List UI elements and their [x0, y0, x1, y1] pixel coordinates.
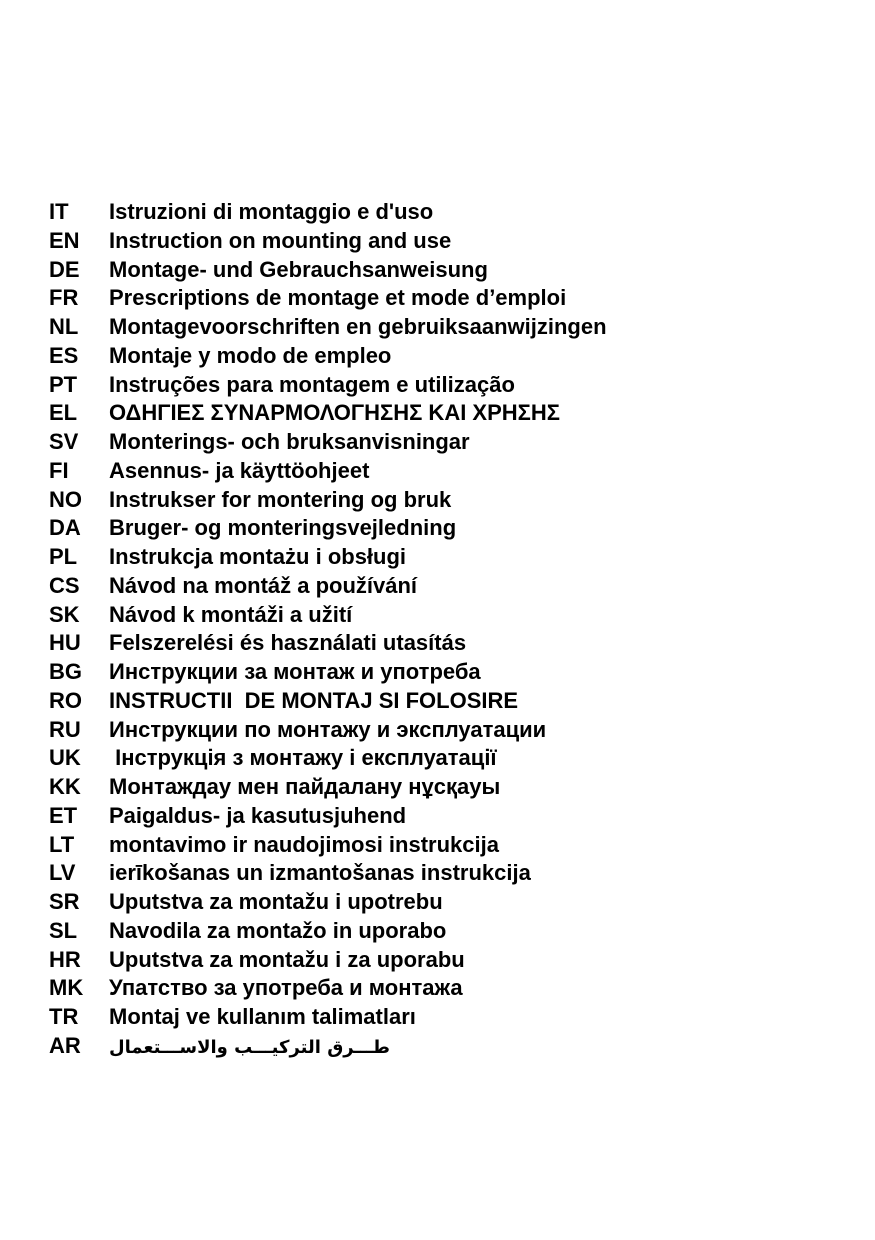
language-row-lv [49, 859, 607, 888]
language-title: Инструкции по монтажу и эксплуатации [109, 716, 547, 742]
language-code: PT [49, 371, 78, 397]
language-code: DA [49, 515, 81, 541]
language-row-da [49, 514, 607, 543]
language-code: TR [49, 1004, 79, 1029]
language-code: BG [49, 659, 82, 684]
language-row-it [49, 198, 607, 227]
language-row-uk [49, 744, 607, 773]
language-row-sr [49, 888, 607, 917]
language-row-nl [49, 313, 607, 342]
language-title: Інструкція з монтажу і експлуатації [109, 745, 497, 771]
language-title: Montaj ve kullanım talimatları [109, 1004, 416, 1029]
language-code: MK [49, 975, 84, 1001]
language-title: Návod na montáž a používání [109, 572, 418, 598]
language-row-et [49, 802, 607, 831]
language-code: RO [49, 687, 82, 713]
language-title: Монтаждау мен пайдалану нұсқауы [109, 774, 501, 799]
language-row-pl [49, 543, 607, 572]
language-row-fi [49, 457, 607, 486]
language-row-lt [49, 831, 607, 860]
language-title: montavimo ir naudojimosi instrukcija [109, 831, 499, 857]
language-title: Felszerelési és használati utasítás [109, 630, 467, 656]
language-code: NO [49, 486, 82, 512]
language-row-cs [49, 572, 607, 601]
language-code: LT [49, 831, 75, 857]
language-title: ierīkošanas un izmantošanas instrukcija [109, 860, 531, 886]
language-row-sl [49, 917, 607, 946]
language-code: NL [49, 314, 79, 339]
language-code: EL [49, 400, 78, 426]
language-code: HR [49, 946, 81, 972]
language-row-ar [49, 1032, 607, 1061]
language-code: ES [49, 342, 79, 368]
language-code: SV [49, 429, 79, 454]
language-title: Инструкции за монтаж и употреба [109, 659, 481, 684]
language-row-no [49, 486, 607, 515]
language-title: ΟΔΗΓΙΕΣ ΣΥΝΑΡΜΟΛΟΓΗΣΗΣ ΚΑΙ ΧΡΗΣΗΣ [109, 400, 560, 426]
language-title: Bruger- og monteringsvejledning [109, 515, 457, 541]
language-row-hu [49, 629, 607, 658]
language-title: Istruzioni di montaggio e d'uso [109, 199, 434, 224]
language-row-fr [49, 284, 607, 313]
language-code: PL [49, 544, 78, 569]
language-title: Návod k montáži a užití [109, 601, 353, 627]
language-title: Instruction on mounting and use [109, 227, 452, 253]
language-title: Montaje y modo de empleo [109, 342, 392, 368]
language-row-es [49, 342, 607, 371]
language-row-kk [49, 773, 607, 802]
language-title: Monterings- och bruksanvisningar [109, 429, 470, 454]
language-code: SR [49, 889, 80, 914]
language-title: Paigaldus- ja kasutusjuhend [109, 802, 407, 828]
language-row-tr [49, 1003, 607, 1032]
language-code: KK [49, 774, 81, 799]
language-list [49, 198, 607, 1061]
language-code: FI [49, 457, 69, 483]
language-title: INSTRUCTII DE MONTAJ SI FOLOSIRE [109, 687, 519, 713]
language-row-pt [49, 371, 607, 400]
language-title: Montagevoorschriften en gebruiksaanwijzingen [109, 314, 607, 339]
language-title: Navodila za montažo in uporabo [109, 917, 447, 943]
language-code: AR [49, 1032, 81, 1058]
language-code: CS [49, 572, 80, 598]
language-row-mk [49, 974, 607, 1003]
language-row-ru [49, 716, 607, 745]
language-title: Uputstva za montažu i za uporabu [109, 946, 465, 972]
language-title: Instrukser for montering og bruk [109, 486, 452, 512]
language-row-el [49, 399, 607, 428]
language-title: طـــرق التركيـــب والاســـتعمال [109, 1036, 390, 1058]
language-code: SK [49, 601, 80, 627]
language-title: Montage- und Gebrauchsanweisung [109, 256, 488, 282]
language-row-de [49, 256, 607, 285]
language-row-bg [49, 658, 607, 687]
language-title: Uputstva za montažu i upotrebu [109, 889, 443, 914]
language-title: Instrukcja montażu i obsługi [109, 544, 407, 569]
language-code: HU [49, 630, 81, 656]
language-title: Asennus- ja käyttöohjeet [109, 457, 370, 483]
language-code: EN [49, 227, 80, 253]
language-title: Prescriptions de montage et mode d’emploi [109, 285, 567, 311]
language-row-sv [49, 428, 607, 457]
language-row-sk [49, 601, 607, 630]
language-code: IT [49, 199, 69, 224]
language-title: Instruções para montagem e utilização [109, 371, 515, 397]
language-code: SL [49, 917, 78, 943]
language-code: UK [49, 745, 81, 771]
language-code: ET [49, 802, 78, 828]
language-code: DE [49, 256, 80, 282]
language-row-hr [49, 946, 607, 975]
language-code: LV [49, 860, 76, 886]
language-code: FR [49, 285, 79, 311]
language-row-en [49, 227, 607, 256]
language-title: Упатство за употреба и монтажа [109, 975, 463, 1001]
language-row-ro [49, 687, 607, 716]
language-code: RU [49, 716, 81, 742]
